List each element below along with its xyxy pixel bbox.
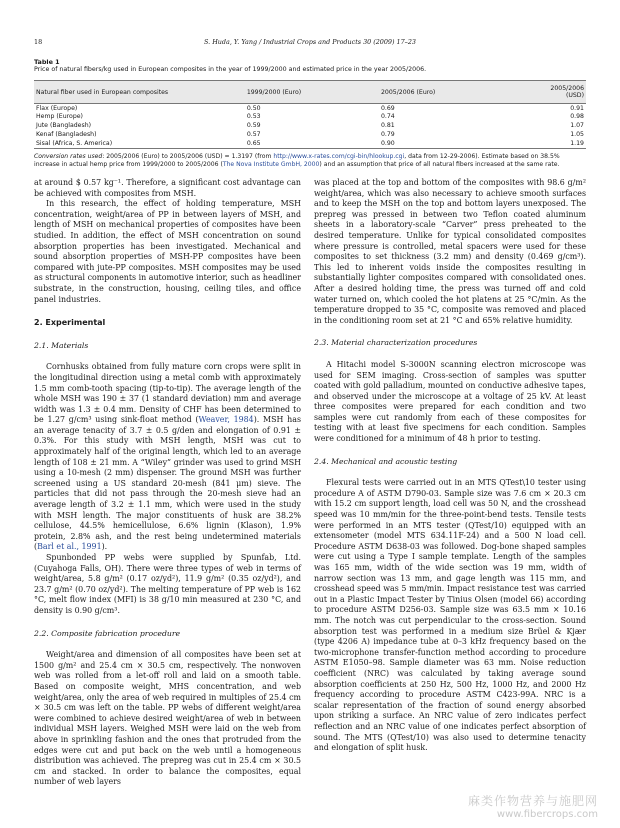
subsection-heading-characterization: 2.3. Material characterization procedures (314, 338, 478, 348)
table-caption: Price of natural fibers/kg used in European composites in the year of 1999/2000 and estimated price in the year 2005/2006. (34, 66, 427, 73)
table-row (34, 122, 586, 131)
paragraph: Flexural tests were carried out in an MTS QTest\10 tester using procedure A of ASTM D790-03. Sample size was 7.6 cm × 20.3 cm with 15.2 cm support length, load cell was 50 N, and the crosshead speed was 10 mm/min for the three-point-bend tests. Tensile tests were performed in an MTS tester (QTest/10) equipped with an extensometer (model MTS 634.11F-24) and a 500 N load cell. Procedure ASTM D638-03 was followed. Dog-bone shaped samples were cut using a Type I sample template. Length of the samples was 165 mm, width of the wide section was 19 mm, width of narrow section was 13 mm, and gage length was 115 mm, and crosshead speed was 5 mm/min. Impact resistance test was carried out in a Plastic Impact Tester by Tinius Olsen (model 66) according to procedure ASTM D256-03. Sample size was 63.5 mm × 10.16 mm. The notch was cut perpendicular to the cross-section. Sound absorption test was performed in a medium size Brüel & Kjær (type 4206 A) impedance tube at 0–3 kHz frequency based on the two-microphone transfer-function method according to procedure ASTM E1050–98. Sample diameter was 63 mm. Noise reduction coefficient (NRC) was calculated by taking average sound absorption coefficients at 250 Hz, 500 Hz, 1000 Hz, and 2000 Hz frequency according to procedure ASTM C423-99A. NRC is a scalar representation of the fraction of sound energy absorbed upon striking a surface. An NRC value of zero indicates perfect reflection and an NRC value of one indicates perfect absorption of sound. The MTS (QTest/10) was also used to determine tenacity and elongation of split husk. (314, 478, 586, 753)
cell-value: 1.05 (570, 130, 584, 138)
price-table (34, 80, 586, 149)
table-footnote (34, 153, 586, 169)
nova-institute-link[interactable]: The Nova Institute GmbH, 2000 (222, 161, 320, 169)
cell-fiber: Hemp (Europe) (36, 113, 83, 121)
cell-value: 0.91 (570, 104, 584, 112)
col-header-2005-euro: 2005/2006 (Euro) (379, 81, 548, 104)
right-column (314, 178, 586, 754)
running-header (34, 38, 586, 50)
cell-value: 0.53 (246, 113, 261, 121)
section-heading-experimental: 2. Experimental (34, 318, 106, 328)
cell-value: 1.19 (548, 139, 586, 148)
col-header-1999-euro: 1999/2000 (Euro) (245, 81, 379, 104)
col-header-2005-usd: 2005/2006 (USD) (548, 81, 586, 104)
cell-value: 1.07 (570, 122, 584, 130)
watermark-title: 麻类作物营养与施肥网 (467, 794, 598, 808)
paragraph (34, 362, 301, 553)
cell-value: 0.81 (380, 122, 395, 130)
cell-fiber: Flax (Europe) (36, 104, 78, 112)
paragraph: at around $ 0.57 kg⁻¹. Therefore, a significant cost advantage can be achieved with composites from MSH. (34, 178, 301, 198)
table-header-row (34, 81, 586, 104)
site-watermark (468, 792, 598, 820)
cell-value: 0.79 (380, 130, 395, 138)
paragraph: Weight/area and dimension of all composites have been set at 1500 g/m² and 25.4 cm × 30.5 cm, respectively. The nonwoven web was rolled from a let-off roll and laid on a smooth table. Based on composite weight, MHS concentration, and web weight/area, only the area of web required in multiples of 25.4 cm × 30.5 cm was left on the table. PP webs of different weight/area were combined to achieve desired weight/area of web in between individual MSH layers. Weighed MSH were laid on the web from above in sprinkling fashion and the ones that protruded from the edges were cut and put back on the web until a homogeneous distribution was achieved. The prepreg was cut in 25.4 cm × 30.5 cm and stacked. In order to balance the composites, equal number of web layers (34, 650, 301, 787)
table-row (34, 104, 586, 113)
cell-value: 0.65 (245, 139, 379, 148)
cell-value: 0.50 (246, 104, 261, 112)
page-number: 18 (34, 38, 43, 46)
table-row (34, 113, 586, 122)
paragraph-text: Cornhusks obtained from fully mature corn crops were split in the longitudinal direction using a metal comb with approximately 1.5 mm comb-tooth spacing (tip-to-tip). The average length of the whole MSH was 190 ± 37 (1 standard deviation) mm and average width was 1.3 ± 0.4 mm. Density of CHF has been determined to be 1.27 g/cm³ using sink-float method ( (34, 362, 301, 425)
cell-value: 0.57 (246, 130, 261, 138)
cell-fiber: Sisal (Africa, S. America) (34, 139, 245, 148)
footnote-lead: Conversion rates used (34, 152, 103, 160)
paragraph: was placed at the top and bottom of the composites with 98.6 g/m² weight/area, which was also necessary to achieve smooth surfaces and to keep the MSH on the top and bottom layers unexposed. The prepreg was pressed in between two Teflon coated aluminum sheets in a laboratory-scale “Carver” press preheated to the desired temperature. Unlike for typical consolidated composites where pressure is controlled, metal spacers were used for these composites to set thickness (3.2 mm) and density (0.469 g/cm³). This led to inherent voids inside the composites resulting in substantially lighter composites compared with consolidated ones. After a desired holding time, the press was turned off and cold water turned on, which cooled the hot platens at 25 °C/min. As the temperature dropped to 35 °C, composite was removed and placed in the conditioning room set at 21 °C and 65% relative humidity. (314, 178, 586, 325)
paragraph: Spunbonded PP webs were supplied by Spunfab, Ltd. (Cuyahoga Falls, OH). There were three types of web in terms of weight/area, 5.8 g/m² (0.17 oz/yd²), 11.9 g/m² (0.35 oz/yd²), and 23.7 g/m² (0.70 oz/yd²). The melting temperature of PP web is 162 °C, melt flow index (MFI) is 38 g/10 min measured at 230 °C, and density is 0.90 g/cm³. (34, 553, 301, 615)
paragraph-text: ). (101, 542, 108, 552)
citation-barl-link[interactable]: Barl et al., 1991 (37, 542, 102, 552)
cell-value: 0.69 (380, 104, 395, 112)
cell-value: 0.74 (380, 113, 395, 121)
subsection-heading-testing: 2.4. Mechanical and acoustic testing (314, 456, 458, 466)
subsection-heading-fabrication: 2.2. Composite fabrication procedure (34, 628, 181, 638)
left-column (34, 178, 301, 788)
table-row (34, 130, 586, 139)
paragraph: In this research, the effect of holding temperature, MSH concentration, weight/area of PP in between layers of MSH, and length of MSH on mechanical properties of composites have been studied. In addition, the effect of MSH concentration on sound absorption properties has been investigated. Mechanical and sound absorption properties of MSH-PP composites have been compared with jute-PP composites. MSH composites may be used as structural components in automotive interior, such as headliner substrate, in the construction, housing, ceiling tiles, and office panel industries. (34, 199, 301, 304)
footnote-text: ) and an assumption that price of all natural fibers increased at the same rate. (319, 161, 560, 169)
table-1 (34, 58, 586, 169)
cell-value: 0.59 (246, 122, 261, 130)
journal-citation: S. Huda, Y. Yang / Industrial Crops and Products 30 (2009) 17–23 (204, 38, 416, 46)
table-label: Table 1 (34, 58, 60, 66)
cell-value: 0.98 (570, 113, 584, 121)
watermark-url: www.fibercrops.com (496, 809, 598, 820)
paragraph-text: ). MSH has an average tenacity of 3.7 ± 0.5 g/den and elongation of 0.91 ± 0.3%. For this study with MSH length, MSH was cut to approximately half of the original length, which led to an average length of 108 ± 21 mm. A “Wiley” grinder was used to grind MSH using a 10-mesh (2 mm) dispenser. The ground MSH was further screened using a US standard 20-mesh (841 μm) sieve. The particles that did not pass through the 20-mesh sieve had an average length of 3.2 ± 1.1 mm, which were used in the study with MSH length. The major constituents of husk are 38.2% cellulose, 44.5% hemicellulose, 6.6% lignin (Klason), 1.9% protein, 2.8% ash, and the rest being undetermined materials ( (34, 415, 301, 552)
table-row (34, 139, 586, 148)
paragraph: A Hitachi model S-3000N scanning electron microscope was used for SEM imaging. Cross-section of samples was sputter coated with gold palladium, mounted on conductive adhesive tapes, and observed under the microscope at a voltage of 25 kV. At least three composites were prepared for each condition and two samples were cut randomly from each of these composites for testing with at least five specimens for each condition. Samples were conditioned for a minimum of 48 h prior to testing. (314, 359, 586, 444)
x-rates-link[interactable]: http://www.x-rates.com/cgi-bin/hlookup.cgi (273, 152, 405, 160)
footnote-text: , data from 12-29-2006). Estimate based on 38.5% increase in actual hemp price from 1999/2000 to 2005/2006 ( (34, 152, 560, 169)
cell-fiber: Kenaf (Bangladesh) (36, 130, 97, 138)
cell-value: 0.90 (379, 139, 548, 148)
citation-weaver-link[interactable]: Weaver, 1984 (198, 415, 254, 425)
footnote-text: : 2005/2006 (Euro) to 2005/2006 (USD) = 1.3197 (from (102, 152, 274, 160)
col-header-fiber: Natural fiber used in European composites (34, 81, 245, 104)
subsection-heading-materials: 2.1. Materials (34, 340, 89, 350)
cell-fiber: Jute (Bangladesh) (36, 122, 92, 130)
